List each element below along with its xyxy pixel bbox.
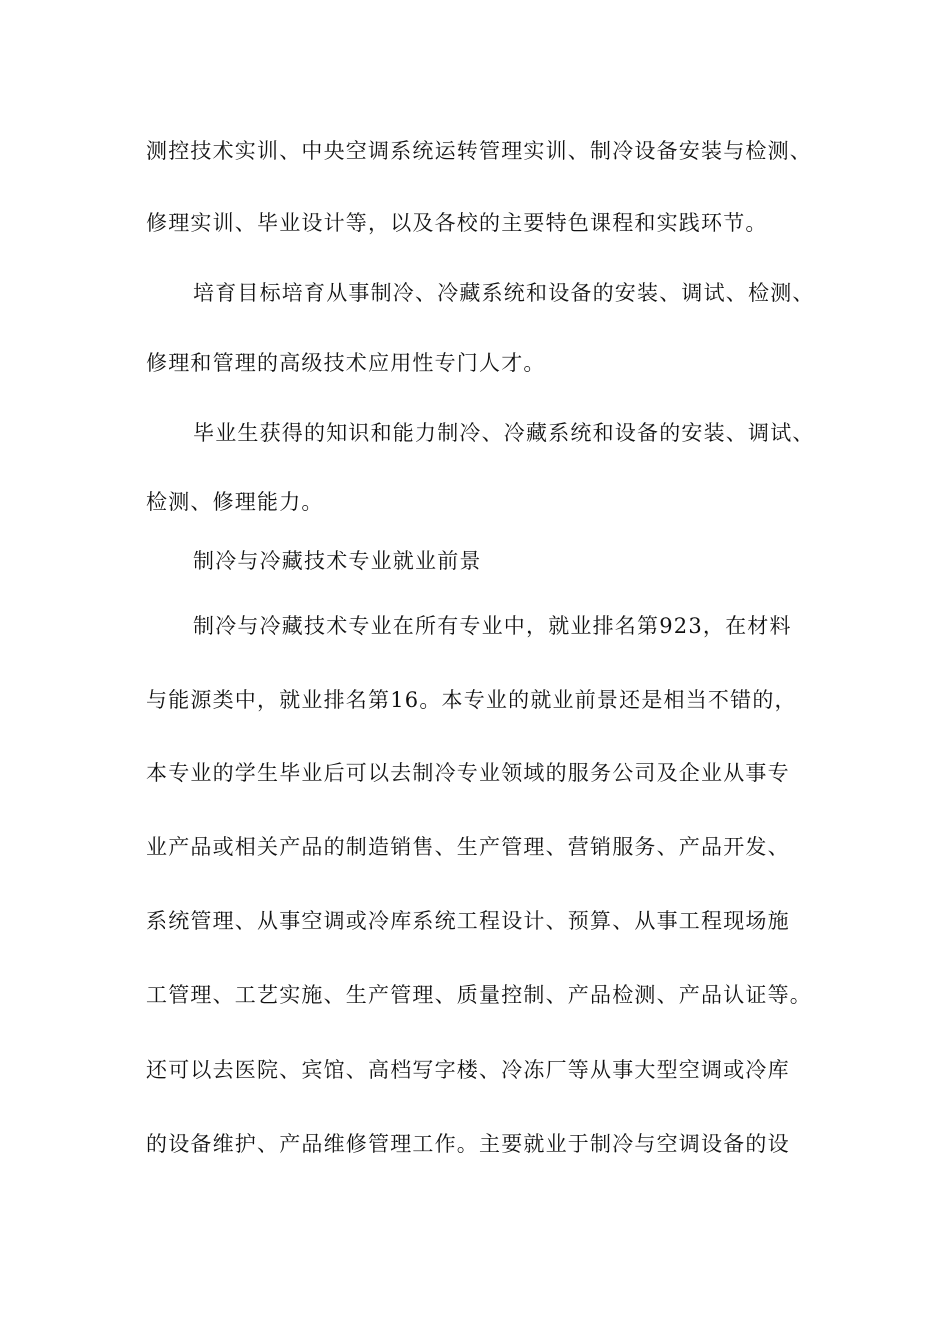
text-line: 测控技术实训、中央空调系统运转管理实训、制冷设备安装与检测、	[146, 139, 812, 163]
text-line: 还可以去医院、宾馆、高档写字楼、冷冻厂等从事大型空调或冷库	[146, 1058, 790, 1082]
text-line: 工管理、工艺实施、生产管理、质量控制、产品检测、产品认证等。	[146, 983, 812, 1007]
text-line: 系统管理、从事空调或冷库系统工程设计、预算、从事工程现场施	[146, 909, 790, 933]
text-line: 修理和管理的高级技术应用性专门人才。	[146, 351, 546, 375]
paragraph-graduate-skills: 毕业生获得的知识和能力制冷、冷藏系统和设备的安装、调试、	[193, 421, 815, 445]
text-line: 的设备维护、产品维修管理工作。主要就业于制冷与空调设备的设	[146, 1132, 790, 1156]
text-line: 本专业的学生毕业后可以去制冷专业领域的服务公司及企业从事专	[146, 761, 790, 785]
section-heading: 制冷与冷藏技术专业就业前景	[193, 549, 482, 573]
paragraph-employment: 制冷与冷藏技术专业在所有专业中，就业排名第923，在材料	[193, 614, 792, 638]
text-line: 修理实训、毕业设计等，以及各校的主要特色课程和实践环节。	[146, 211, 768, 235]
text-line: 检测、修理能力。	[146, 490, 324, 514]
paragraph-training-goal: 培育目标培育从事制冷、冷藏系统和设备的安装、调试、检测、	[193, 281, 815, 305]
text-line: 业产品或相关产品的制造销售、生产管理、营销服务、产品开发、	[146, 835, 790, 859]
text-line: 与能源类中，就业排名第16。本专业的就业前景还是相当不错的，	[146, 688, 797, 712]
